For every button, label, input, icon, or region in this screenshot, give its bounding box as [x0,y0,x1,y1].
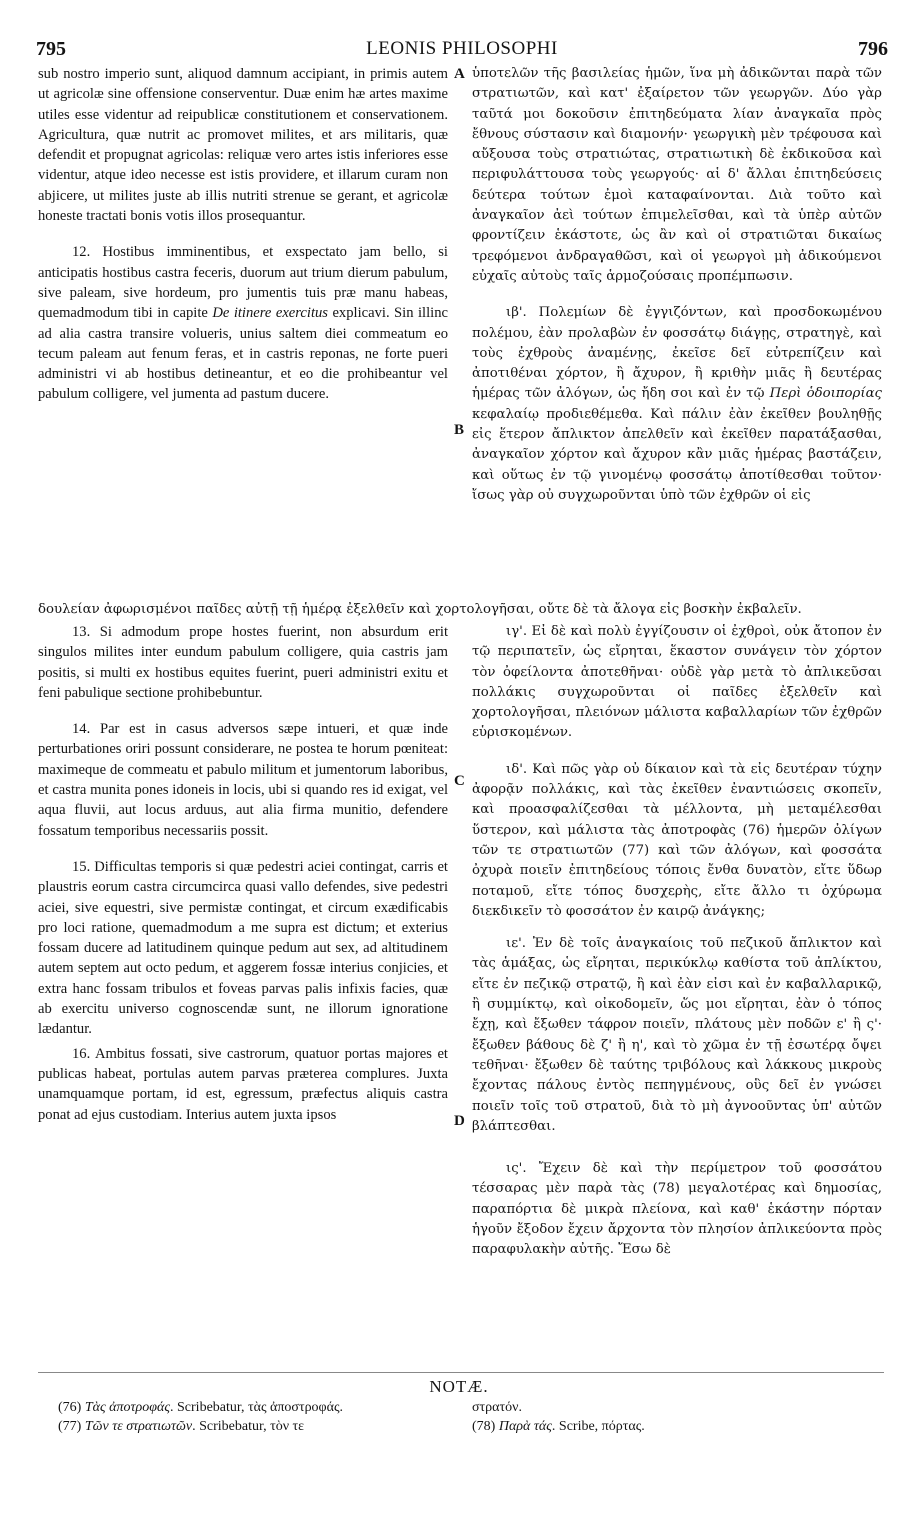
note-77-text: . Scribebatur, τὸν τε [192,1419,305,1434]
note-78-ref: (78) [472,1419,499,1434]
notes-right-column [472,1398,882,1436]
latin-paragraph-14: 14. Par est in casus adversos sæpe intueri, et quæ inde perturbationes oriri possunt considerare, ne postea te horum pœniteat: maximeque de commeatu et pabulo militum et jumentorum laboribus, et castra munita pones idoneis in locis, ubi si quando res id exigat, vel aqua fluvii, aut locus arduus, aut alia firma munitio, defendere fossatum temporibus necessariis possit. [38,721,448,839]
latin-paragraph-16: 16. Ambitus fossati, sive castrorum, quatuor portas majores et publicas habeat, portulas autem parvas præterea complures. Juxta unamquamque portam, id est, egressum, præfectus aliquis castra ponat ad ejus custodiam. Interius autem juxta ipsos [38,1045,448,1123]
margin-letter-c: C [454,773,465,789]
latin-paragraph-11-end: sub nostro imperio sunt, aliquod damnum accipiant, in primis autem ut agricolæ sine offensione conserventur. Duæ enim hæ artes maxime utiles esse videntur ad reipublicæ constitutionem et conservationem. Agricultura, quæ nutrit ac promovet milites, et ars militaris, quæ defendit et propugnat agricolas: reliquæ vero artes istis inferiores esse videntur, atque ideo necesse est istis providere, et illarum curam non abjicere, ut milites juste ab illis nutriti strenue se gerant, et agricolæ honeste tractati bonis votis illos prosequantur. [38,66,448,225]
latin-paragraph-13: 13. Si admodum prope hostes fuerint, non absurdum erit singulos milites inter eundum pabulum colligere, quia castris jam positis, si multi ex hostibus equites fuerint, pueri administri exitu et feni pabulique sectione prohibebuntur. [38,624,448,701]
greek-12-title: Περὶ ὁδοιπορίας [769,386,882,402]
note-76 [58,1398,458,1417]
latin-paragraph-12 [38,242,448,404]
notes-left-column [58,1398,458,1436]
page-header [36,38,888,62]
latin-12-text-a: 12. Hostibus imminentibus, et exspectato jam bello, si anticipatis hostibus castra feceris, duorum aut trium dierum pabulum, sive paleam, sive hordeum, pro jumentis tuis præ manu habeas, quemadmodum tibi in capite [38,244,448,322]
note-78 [472,1417,882,1436]
greek-paragraph-15: ιε'. Ἐν δὲ τοῖς ἀναγκαίοις τοῦ πεζικοῦ ἄπλικτον καὶ τὰς ἁμάξας, ὡς εἴρηται, περικύκλῳ καθίστα τοῦ ἀπλίκτου, εἴτε ἐν πεζικῷ στρατῷ, ἢ καὶ ἐὰν εἰσι καὶ ἐν καβαλλαρικῷ, ἢ συμμίκτῳ, καὶ οἰκοδομεῖν, ὥς μοι εἴρηται, ἐὰν ὁ τόπος ἔχῃ, καὶ ἔξωθεν τάφρον ποιεῖν, πλάτους μὲν ποδῶν ε' ἢ ς'· ἔξωθεν βάθους δὲ ζ' ἢ η', καὶ τὸ χῶμα ἐν τῇ ἐσωτέρᾳ ὄψει τεθῆναι· ἔξωθεν δὲ ταύτης τριβόλους καὶ λάκκους μικροὺς ἔχοντας πάλους ἐντὸς πεπηγμένους, οὓς δεῖ ἐν γνώσει ποιεῖν τοῖς τοῦ στρατοῦ, διὰ τὸ μὴ ἀγνοοῦντας ὑπ' αὐτῶν βλάπτεσθαι. [472,936,882,1134]
latin-12-title: De itinere exercitus [212,305,328,322]
margin-letter-a: A [454,66,465,82]
note-76-text: . Scribebatur, τὰς ἀποστροφάς. [170,1400,344,1415]
notes-divider [38,1372,884,1373]
greek-paragraph-12 [472,303,882,506]
note-76-lemma: Τὰς ἀποτροφάς [84,1400,171,1415]
greek-column-lower [472,622,882,1261]
note-77 [58,1417,458,1436]
note-78-lemma: Παρὰ τάς [498,1419,552,1434]
notes-title: NOTÆ. [429,1377,489,1396]
latin-paragraph-15: 15. Difficultas temporis si quæ pedestri aciei contingat, carris et plaustris eorum castra circumcirca quasi vallo defendes, sive pedestri aciei, sive equestri, sive permistæ contingat, et circum exædificabis pro loci ratione, quemadmodum a me supra est dictum; et exterius fossam ducere ad latitudinem quinque pedum aut sex, ad altitudinem autem septem aut octo pedum, et aggerem fossæ interius conjicies, et extra hanc fossam tribulos et foveas parvas palis infixis facies, quæ ab exercitu universo cognoscendæ sunt, ne illorum ignoratione lædantur. [38,858,448,1038]
latin-column-lower [38,622,448,1125]
greek-column-top [472,64,882,506]
greek-paragraph-14: ιδ'. Καὶ πῶς γὰρ οὐ δίκαιον καὶ τὰ εἰς δευτέραν τύχην ἀφορᾷν πολλάκις, καὶ τὰς ἐκεῖθεν ἐναντιώσεις σκοπεῖν, καὶ προασφαλίζεσθαι τὰ μέλλοντα, μὴ μεταμέλεσθαι ὕστερον, καὶ μάλιστα τὰς ἀποτροφὰς (76) ἡμερῶν ὀλίγων τῶν τε στρατιωτῶν (77) καὶ τῶν ἀλόγων, καὶ φοσσάτα ὀχυρὰ ποιεῖν ἐπιτηδείους τόποις ἔνθα δυνατὸν, εἴτε ὕδωρ ποταμοῦ, εἴτε τόπος δυσχερὴς, εἴτε ἄλλο τι ὀχύρωμα διεκδικεῖν τὸ φοσσάτον ἐν καιρῷ ἀνάγκης; [472,761,882,919]
note-76-ref: (76) [58,1400,85,1415]
margin-letter-d: D [454,1113,465,1129]
greek-paragraph-16: ις'. Ἔχειν δὲ καὶ τὴν περίμετρον τοῦ φοσσάτου τέσσαρας μὲν παρὰ τὰς (78) μεγαλοτέρας καὶ δημοσίας, παραπόρτια δὲ μικρὰ πλείονα, καὶ καθ' ἑκάστην πόρταν ἡγοῦν ἔξοδον ἔχειν ἄρχοντα τὸν πλησίον ἀπλικεύοντα πρὸς παραφυλακὴν αὐτῆς. Ἔσω δὲ [472,1161,882,1258]
note-77-ref: (77) [58,1419,85,1434]
note-77-lemma: Τῶν τε στρατιωτῶν [84,1419,193,1434]
page-number-right: 796 [858,38,888,60]
greek-paragraph-13: ιγ'. Εἰ δὲ καὶ πολὺ ἐγγίζουσιν οἱ ἐχθροὶ, οὐκ ἄτοπον ἐν τῷ περιπατεῖν, ὡς εἴρηται, ἕκαστον συνάγειν τὸν χόρτον τὸν ὀφείλοντα ἀποτεθῆναι· οὐδὲ γὰρ μετὰ τὸ ἀπλικεῦσαι πολλάκις συγχωροῦνται οἱ παῖδες ἐξελθεῖν καὶ χορτολογῆσαι, πλειόνων μάλιστα καβαλλαρίων τῶν ἐχθρῶν εὑρισκομένων. [472,624,882,741]
latin-12-text-b: explicavi. Sin illinc ad alia castra transire volueris, unius saltem diei commeatum eo tecum paleam aut fenum feras, et in castris reponas, ne forte pueri administri vi ab hostibus detineantur, et eo die prohibeantur vel pabulum colligere, vel jumenta ad pastum ducere. [38,305,448,403]
note-77-continuation: στρατόν. [472,1400,522,1415]
page-number-left: 795 [36,38,66,60]
greek-full-width-line: δουλείαν ἀφωρισμένοι παῖδες αὐτῇ τῇ ἡμέρᾳ ἐξελθεῖν καὶ χορτολογῆσαι, οὔτε δὲ τὰ ἄλογα εἰς βοσκὴν ἐκβαλεῖν. [38,602,802,617]
greek-paragraph-11-end: ὑποτελῶν τῆς βασιλείας ἡμῶν, ἵνα μὴ ἀδικῶνται παρὰ τῶν στρατιωτῶν, καὶ κατ' ἐξαίρετον τῶν γεωργῶν. Δύο γὰρ ταῦτά μοι δοκοῦσιν ἐπιτηδεύματα λίαν ἀναγκαῖα πρὸς ἔθνους σύστασιν καὶ διαμονήν· γεωργικὴ μὲν τρέφουσα καὶ αὔξουσα τοὺς στρατιώτας, στρατιωτικὴ δὲ ἐκδικοῦσα καὶ περιφυλάττουσα τοὺς γεωργούς· αἱ δ' ἄλλαι ἐπιτηδεύσεις δεύτερα τούτων ἐμοὶ καταφαίνονται. Διὰ τοῦτο καὶ ἀναγκαῖον ἀεὶ τούτων ἐπιμελεῖσθαι, καὶ τὰ ὑπὲρ αὐτῶν φροντίζειν ἑκάστοτε, ὡς ἂν καὶ οἱ στρατιῶται δικαίως τρεφόμενοι ἀνδραγαθῶσι, καὶ οἱ γεωργοὶ μὴ ἀδικούμενοι εὐχαῖς αὐτοὺς ταῖς ἁρμοζούσαις προπέμπωσιν. [472,66,882,284]
latin-column [38,64,448,405]
note-78-text: . Scribe, πόρτας. [551,1419,645,1434]
greek-12-text-b: κεφαλαίῳ προδιεθέμεθα. Καὶ πάλιν ἐὰν ἐκεῖθεν βουληθῇς εἰς ἕτερον ἄπλικτον ἀπελθεῖν καὶ ἐκεῖθεν παρατάξασθαι, ἀναγκαῖον χόρτον καὶ ἄχυρον κἂν μιᾶς ἡμέρας βαστάζειν, καὶ οὕτως ἐν τῷ γινομένῳ φοσσάτῳ ἀποτίθεσθαι τοῦτον· ἴσως γὰρ οὐ συγχωροῦνται ὑπὸ τῶν ἐχθρῶν οἱ εἰς [472,406,882,503]
running-title: LEONIS PHILOSOPHI [366,38,558,59]
greek-12-text-a: ιβ'. Πολεμίων δὲ ἐγγιζόντων, καὶ προσδοκωμένου πολέμου, ἐὰν προλαβὼν ἐν φοσσάτῳ διάγῃς, στρατηγὲ, καὶ τοὺς ἐχθροὺς ἀναμένῃς, ἐκεῖσε δεῖ εὐτρεπίζειν καὶ ἀποτιθέναι χόρτον, ἢ ἄχυρον, ἢ κριθὴν μιᾶς ἢ δευτέρας ἡμέρας τῶν ἀλόγων, ὡς ἤδη σοι καὶ ἐν τῷ [472,305,882,402]
margin-letter-b: B [454,422,465,438]
